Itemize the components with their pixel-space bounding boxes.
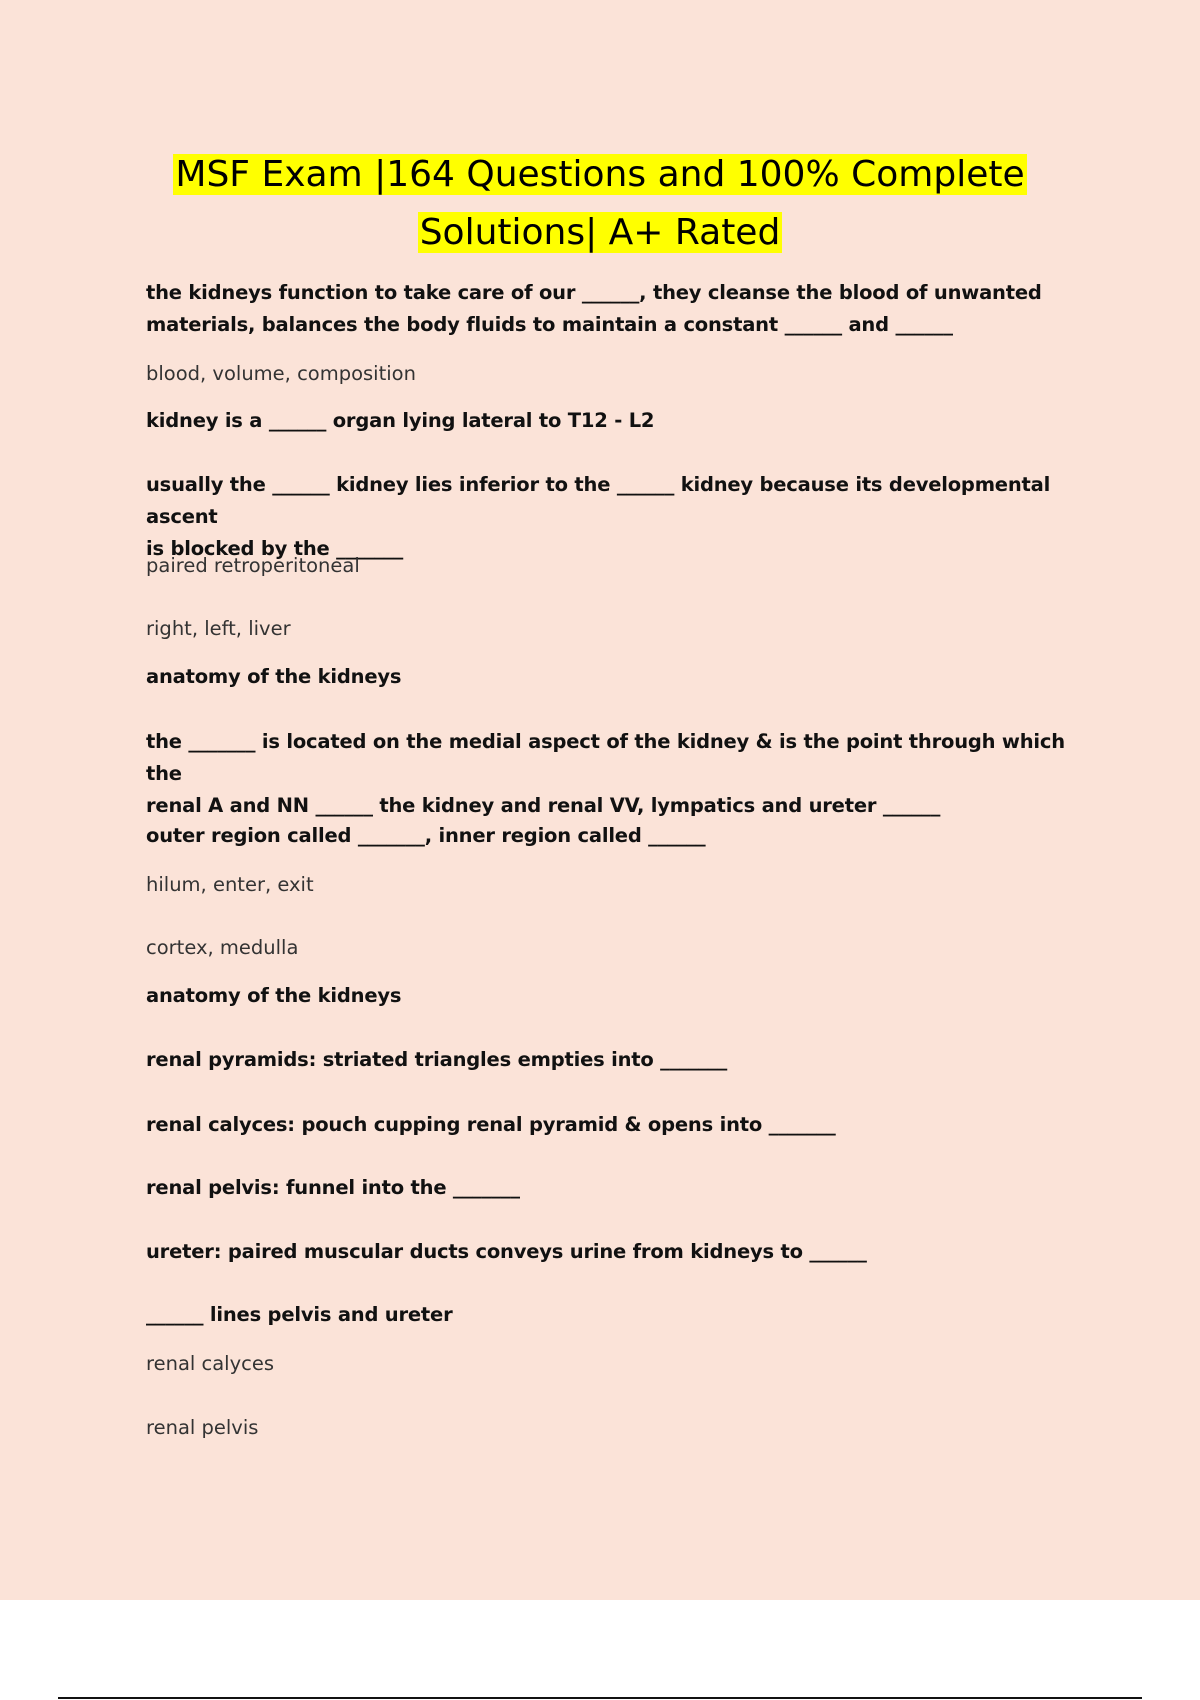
answer-text: paired retroperitoneal — [146, 554, 360, 577]
answer-text: renal calyces — [146, 1352, 275, 1375]
document-title — [0, 146, 1200, 262]
question-text: renal pelvis: funnel into the _______ — [146, 1176, 520, 1199]
question-text: ureter: paired muscular ducts conveys urine from kidneys to ______ — [146, 1240, 867, 1263]
question-text: renal calyces: pouch cupping renal pyramid & opens into _______ — [146, 1113, 836, 1136]
answer-text: renal pelvis — [146, 1416, 259, 1439]
answer-text: right, left, liver — [146, 617, 291, 640]
question-text: kidney is a ______ organ lying lateral to T12 - L2 — [146, 409, 655, 432]
title-line-1: MSF Exam |164 Questions and 100% Complete — [175, 154, 1025, 195]
footer-divider — [58, 1697, 1142, 1699]
answer-text: blood, volume, composition — [146, 362, 416, 385]
answer-text: cortex, medulla — [146, 936, 299, 959]
title-line-2: Solutions| A+ Rated — [419, 212, 781, 253]
question-text: the _______ is located on the medial aspect of the kidney & is the point through which the renal A and NN ______ the kidney and renal VV, lympatics and ureter ______ — [146, 730, 1065, 817]
question-text: the kidneys function to take care of our ______, they cleanse the blood of unwanted materials, balances the body fluids to maintain a constant ______ and ______ — [146, 281, 1042, 336]
section-heading: anatomy of the kidneys — [146, 984, 402, 1007]
question-text: usually the ______ kidney lies inferior to the ______ kidney because its developmental ascent is blocked by the _______ — [146, 473, 1051, 560]
answer-text: hilum, enter, exit — [146, 873, 314, 896]
section-heading: anatomy of the kidneys — [146, 665, 402, 688]
question-text: outer region called _______, inner region called ______ — [146, 824, 706, 847]
question-text: ______ lines pelvis and ureter — [146, 1303, 453, 1326]
question-text: renal pyramids: striated triangles empties into _______ — [146, 1048, 728, 1071]
